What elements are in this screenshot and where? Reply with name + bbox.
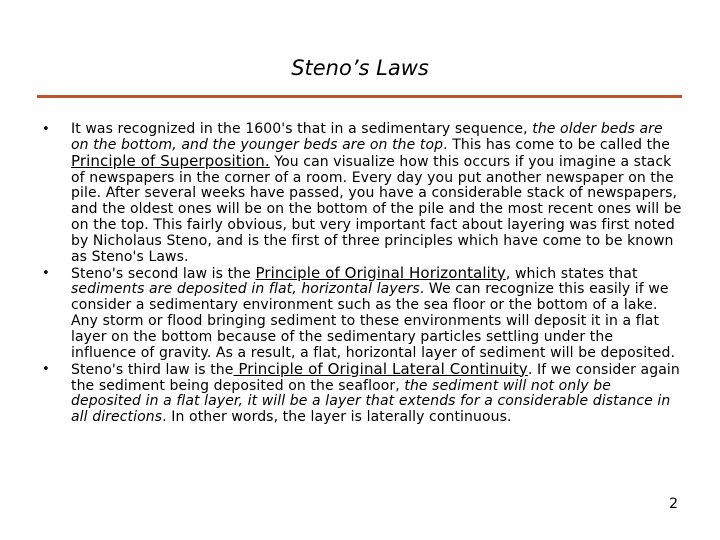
bullet-list: [37, 122, 682, 426]
slide-title: Steno’s Laws: [291, 56, 429, 80]
text-run: . In other words, the layer is laterally continuous.: [162, 409, 512, 426]
text-run: . If we consider again the sediment being deposited on the seafloor,: [71, 361, 680, 394]
bullet-superposition: [37, 122, 682, 266]
text-run-italic: the older beds are on the bottom, and the younger beds are on the top: [71, 121, 663, 153]
principle-lateral-continuity: Principle of Original Lateral Continuity: [233, 359, 528, 378]
text-run-italic: the sediment will not only be deposited in a flat layer, it will be a layer that extends for a considerable distance in all directions: [71, 377, 671, 426]
text-run: , which states that: [505, 265, 638, 282]
principle-superposition: Principle of Superposition.: [71, 151, 270, 170]
text-run: Steno's second law is the: [71, 265, 256, 282]
page-number: 2: [669, 496, 678, 512]
text-run: It was recognized in the 1600's that in a sedimentary sequence,: [71, 121, 533, 137]
text-run: . We can recognize this easily if we consider a sedimentary environment such as the sea floor or the bottom of a lake. Any storm or flood bringing sediment to these environments will deposit it in a flat layer on the bottom because of the sedimentary particles settling under the influence of gravity. As a result, a flat, horizontal layer of sediment will be deposited.: [71, 281, 676, 361]
text-run-italic: sediments are deposited in flat, horizontal layers: [71, 281, 420, 298]
title-divider: [37, 95, 682, 98]
bullet-horizontality: [37, 263, 682, 362]
principle-horizontality: Principle of Original Horizontality: [255, 263, 506, 282]
bullet-lateral-continuity: [37, 359, 682, 426]
text-run: . This has come to be called the: [443, 136, 670, 153]
text-run: You can visualize how this occurs if you imagine a stack of newspapers in the corner of a room. Every day you put another newspaper on the pile. After several weeks have passed, you have a considerable stack of newspapers, and the oldest ones will be on the bottom of the pile and the most recent ones will be on the top. This fairly obvious, but very important fact about layering was first noted by Nicholaus Steno, and is the first of three principles which have come to be known as Steno's Laws.: [71, 153, 682, 265]
text-run: Steno's third law is the: [71, 361, 234, 378]
